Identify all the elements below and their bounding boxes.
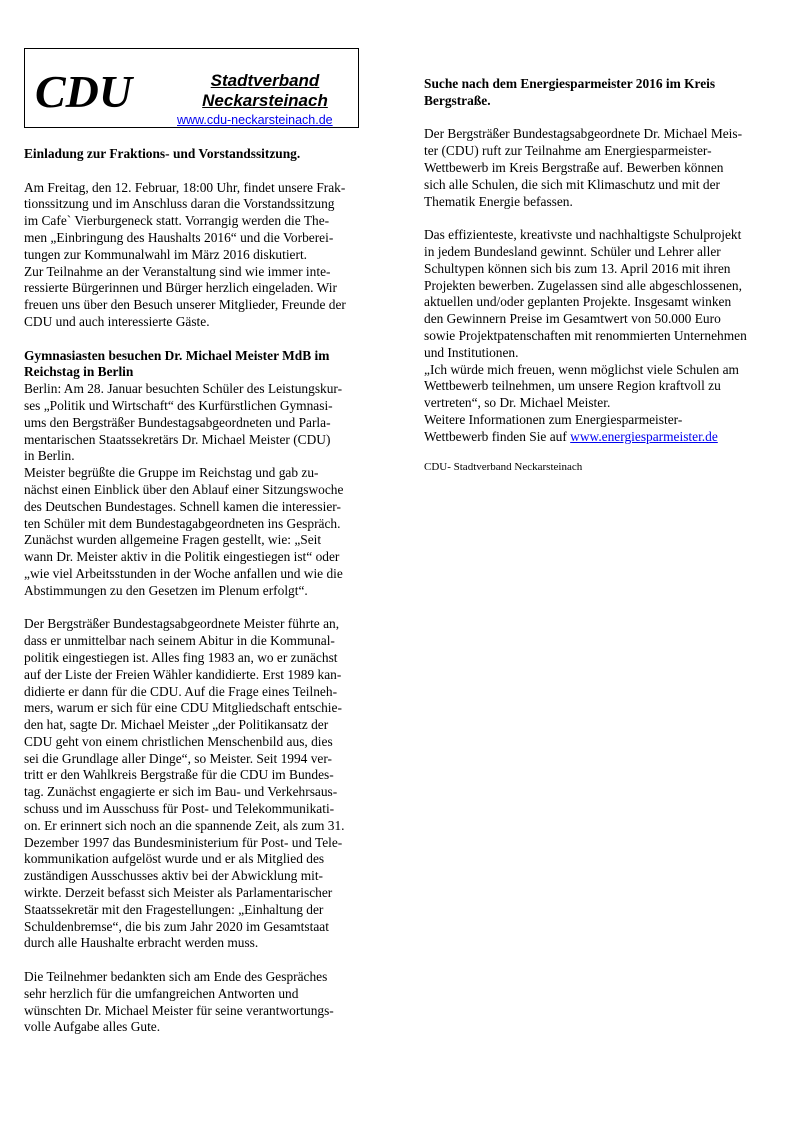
article-title-invitation: Einladung zur Fraktions- und Vorstandssitzung. (24, 146, 301, 161)
article-body-invitation: Am Freitag, den 12. Februar, 18:00 Uhr, findet unsere Frak- tionssitzung und im Anschluss daran die Vorstandssitzung im Cafe` Vierburgeneck statt. Vorrangig werden die The- men „Einbringung des Haushalts 2016“ und die Vorberei- tungen zur Kommunalwahl im März 2016 diskutiert. Zur Teilnahme an der Veranstaltung sind wie immer inte- ressierte Bürgerinnen und Bürger herzlich eingeladen. Wir freuen uns über den Besuch unserer Mitglieder, Freunde der CDU und auch interessierte Gäste. (24, 179, 346, 329)
cdu-logo: CDU (35, 66, 133, 117)
header-box (24, 48, 359, 128)
article-body-gymnasium-2: Der Bergsträßer Bundestagsabgeordnete Meister führte an, dass er unmittelbar nach seinem Abitur in die Kommunal- politik eingestiegen ist. Alles fing 1983 an, wo er zunächst auf der Liste der Freien Wähler kandidierte. Erst 1989 kan- didierte er dann für die CDU. Auf die Frage eines Teilneh- mers, warum er sich für eine CDU Mitgliedschaft entschie- den hat, sagte Dr. Michael Meister „der Politikansatz der CDU geht von einem christlichen Menschenbild aus, dies sei die Grundlage aller Dinge“, so Meister. Seit 1994 ver- tritt er den Wahlkreis Bergstraße für die CDU im Bundes- tag. Zunächst engagierte er sich im Bau- und Verkehrsaus- schuss und im Ausschuss für Post- und Telekommunikati- on. Er erinnert sich noch an die spannende Zeit, als zum 31. Dezember 1997 das Bundesministerium für Post- und Tele- kommunikation aufgelöst wurde und er als Mitglied des zuständigen Ausschusses aktiv bei der Abwicklung mit- wirkte. Derzeit befasst sich Meister als Parlamentarischer Staatssekretär mit den Fragestellungen: „Einhaltung der Schuldenbremse“, die bis zum Jahr 2020 im Gesamtstaat durch alle Haushalte erbracht werden muss. (24, 616, 345, 951)
energiesparmeister-link[interactable]: www.energiesparmeister.de (570, 428, 718, 444)
left-column (24, 146, 384, 1036)
article-body-gymnasium-1: Berlin: Am 28. Januar besuchten Schüler des Leistungskur- ses „Politik und Wirtschaft“ des Kurfürstlichen Gymnasi- ums den Bergsträßer Bundestagsabgeordneten und Parla- mentarischen Staatssekretärs Dr. Michael Meister (CDU) in Berlin. Meister begrüßte die Gruppe im Reichstag und gab zu- nächst einen Einblick über den Ablauf einer Sitzungswoche des Deutschen Bundestages. Schnell kamen die interessier- ten Schüler mit dem Bundestagabgeordneten ins Gespräch. Zunächst wurden allgemeine Fragen gestellt, wie: „Seit wann Dr. Meister aktiv in die Politik eingestiegen ist“ oder „wie viel Arbeitsstunden in der Woche anfallen und wie die Abstimmungen zu den Gesetzen im Plenum erfolgt“. (24, 381, 344, 598)
energy-link-prefix: Wettbewerb finden Sie auf (424, 428, 571, 444)
article-body-gymnasium-3: Die Teilnehmer bedankten sich am Ende des Gespräches sehr herzlich für die umfangreichen Antworten und wünschten Dr. Michael Meister für seine verantwortungs- volle Aufgabe alles Gute. (24, 969, 334, 1035)
article-body-energy-1: Der Bergsträßer Bundestagsabgeordnete Dr. Michael Meis- ter (CDU) ruft zur Teilnahme am Energiesparmeister- Wettbewerb im Kreis Bergstraße auf. Bewerben können sich alle Schulen, die sich mit Klimaschutz und mit der Thematik Energie befassen. (424, 126, 743, 209)
org-name (175, 71, 355, 111)
article-body-energy-3 (424, 429, 769, 446)
signoff: CDU- Stadtverband Neckarsteinach (424, 460, 583, 473)
article-body-energy-2: Das effizienteste, kreativste und nachhaltigste Schulprojekt in jedem Bundesland gewinnt. Schüler und Lehrer aller Schultypen können sich bis zum 13. April 2016 mit ihren Projekten bewerben. Zugelassen sind alle abgeschlossenen, aktuellen und/oder geplanten Projekte. Insgesamt winken den Gewinnern Preise im Gesamtwert von 50.000 Euro sowie Projektpatenschaften mit renommierten Unternehmen und Institutionen. „Ich würde mich freuen, wenn möglichst viele Schulen am Wettbewerb teilnehmen, um unsere Region kraftvoll zu vertreten“, so Dr. Michael Meister. Weitere Informationen zum Energiesparmeister- (424, 227, 747, 427)
article-title-gymnasium: Gymnasiasten besuchen Dr. Michael Meister MdB im Reichstag in Berlin (24, 347, 330, 380)
website-link[interactable]: www.cdu-neckarsteinach.de (177, 113, 333, 127)
org-line1: Stadtverband (210, 71, 320, 90)
right-column (424, 76, 769, 474)
org-line2: Neckarsteinach (202, 91, 328, 110)
article-title-energy: Suche nach dem Energiesparmeister 2016 im Kreis Bergstraße. (424, 76, 716, 108)
